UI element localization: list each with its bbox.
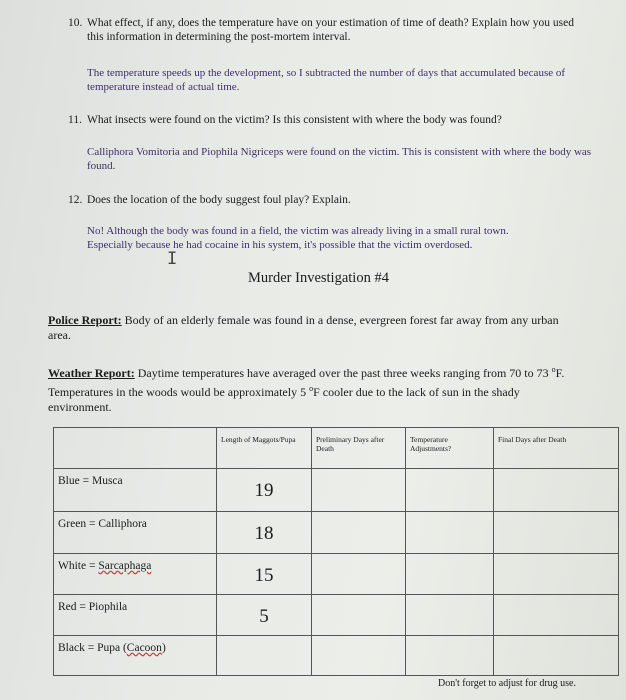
police-report-label: Police Report:	[48, 313, 122, 327]
text-cursor-icon: I	[167, 249, 178, 269]
table-header-row	[54, 428, 619, 469]
question-11	[68, 113, 588, 127]
police-report	[48, 313, 580, 343]
weather-report	[48, 362, 583, 415]
preliminary-days-cell	[312, 554, 406, 595]
maggot-length	[217, 636, 312, 676]
insect-label: Blue = Musca	[54, 469, 217, 512]
answer-12: No! Although the body was found in a field, the victim was already living in a small rural town. Especially because he had cocaine in his system, it's possible that the victim overdosed.	[87, 225, 509, 251]
answer-10: The temperature speeds up the development, so I subtracted the number of days that accumulated because of temperature instead of actual time.	[87, 67, 566, 93]
footnote: Don't forget to adjust for drug use.	[438, 678, 576, 689]
table-header-cell	[54, 428, 217, 469]
question-number: 10.	[68, 17, 83, 29]
table-header-cell: Length of Maggots/Pupa	[217, 428, 312, 469]
insect-label: White = Sarcaphaga	[54, 554, 217, 595]
table-row	[54, 512, 619, 554]
insect-label: Black = Pupa (Cacoon)	[54, 636, 217, 676]
section-title: Murder Investigation #4	[248, 270, 389, 286]
final-days-cell	[494, 469, 619, 512]
answer-11: Calliphora Vomitoria and Piophila Nigriceps were found on the victim. This is consistent with where the body was found.	[87, 146, 592, 172]
temperature-adjustment-cell	[406, 469, 494, 512]
question-number: 11.	[68, 114, 82, 126]
question-text: Does the location of the body suggest foul play? Explain.	[87, 194, 351, 206]
question-text: What effect, if any, does the temperature have on your estimation of time of death? Explain how you used this information in determining the post-mortem interval.	[87, 17, 574, 43]
table-header-cell: Temperature Adjustments?	[406, 428, 494, 469]
table-row	[54, 636, 619, 676]
question-10	[68, 16, 588, 44]
table-header-cell: Preliminary Days after Death	[312, 428, 406, 469]
question-12	[68, 193, 588, 207]
weather-report-text-1: Daytime temperatures have averaged over the past three weeks ranging from 70 to 73	[137, 366, 552, 380]
police-report-text: Body of an elderly female was found in a dense, evergreen forest far away from any urban area.	[48, 313, 559, 342]
weather-report-text-3: F cooler due to the lack of sun in the shady environment.	[48, 385, 520, 414]
preliminary-days-cell	[312, 469, 406, 512]
maggot-length: 19	[217, 469, 312, 512]
preliminary-days-cell	[312, 636, 406, 676]
insect-data-table	[53, 427, 619, 676]
temperature-adjustment-cell	[406, 636, 494, 676]
insect-label: Red = Piophila	[54, 595, 217, 636]
table-row	[54, 595, 619, 636]
maggot-length: 18	[217, 512, 312, 554]
final-days-cell	[494, 554, 619, 595]
final-days-cell	[494, 636, 619, 676]
temperature-adjustment-cell	[406, 554, 494, 595]
table-row	[54, 554, 619, 595]
temperature-adjustment-cell	[406, 595, 494, 636]
weather-report-label: Weather Report:	[48, 366, 135, 380]
final-days-cell	[494, 512, 619, 554]
temperature-adjustment-cell	[406, 512, 494, 554]
question-text: What insects were found on the victim? Is this consistent with where the body was found?	[87, 114, 502, 126]
weather-report-text-2: F. Temperatures in the woods would be approximately 5	[48, 366, 565, 399]
table-header-cell: Final Days after Death	[494, 428, 619, 469]
preliminary-days-cell	[312, 512, 406, 554]
degree-symbol: o	[551, 365, 556, 374]
table-row	[54, 469, 619, 512]
insect-label: Green = Calliphora	[54, 512, 217, 554]
preliminary-days-cell	[312, 595, 406, 636]
question-number: 12.	[68, 194, 83, 206]
final-days-cell	[494, 595, 619, 636]
maggot-length: 15	[217, 554, 312, 595]
maggot-length: 5	[217, 595, 312, 636]
degree-symbol: o	[309, 384, 314, 393]
